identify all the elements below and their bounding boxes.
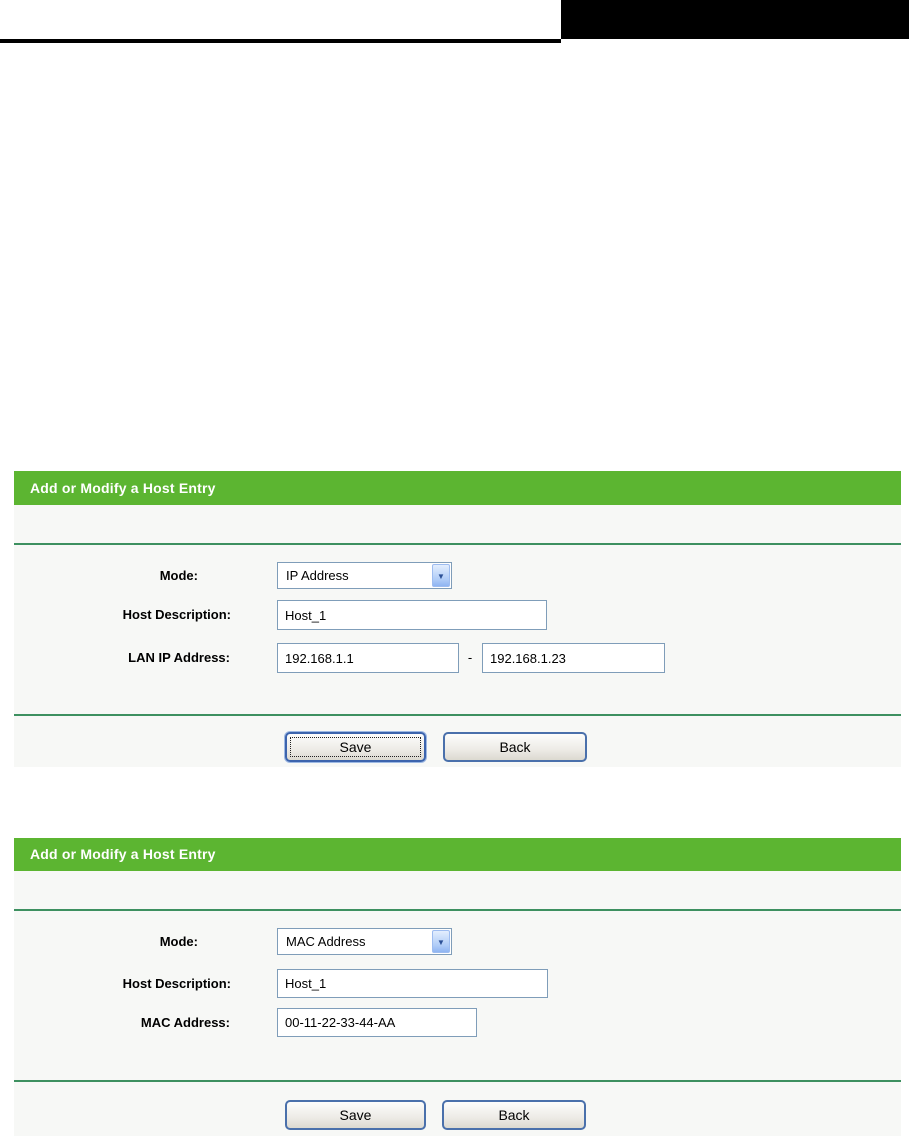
mac-address-label: MAC Address: [140, 1015, 230, 1030]
panel-body [14, 505, 901, 767]
host-description-label: Host Description: [122, 607, 231, 622]
lan-ip-end-input[interactable] [482, 643, 665, 673]
panel-body [14, 871, 901, 1136]
document-header-bar [561, 0, 909, 39]
separator-line [14, 714, 901, 716]
lan-ip-address-label: LAN IP Address: [128, 650, 230, 665]
document-header-rule [0, 39, 561, 43]
mac-address-input[interactable] [277, 1008, 477, 1037]
mode-select[interactable] [277, 928, 452, 955]
separator-line [14, 1080, 901, 1082]
mode-select-value: MAC Address [286, 934, 366, 949]
save-button[interactable]: Save [285, 1100, 426, 1130]
separator-line [14, 543, 901, 545]
host-description-input[interactable] [277, 969, 548, 998]
back-button[interactable]: Back [442, 1100, 586, 1130]
chevron-down-icon[interactable]: ▼ [432, 930, 450, 953]
mode-select[interactable] [277, 562, 452, 589]
host-entry-panel-mac [14, 838, 901, 1136]
host-description-label: Host Description: [122, 976, 231, 991]
chevron-down-icon[interactable]: ▼ [432, 564, 450, 587]
separator-line [14, 909, 901, 911]
host-entry-panel-ip [14, 471, 901, 767]
ip-range-dash: - [467, 650, 473, 665]
lan-ip-start-input[interactable] [277, 643, 459, 673]
save-button[interactable]: Save [285, 732, 426, 762]
panel-title: Add or Modify a Host Entry [14, 471, 901, 505]
mode-select-value: IP Address [286, 568, 349, 583]
mode-label: Mode: [159, 568, 198, 583]
back-button[interactable]: Back [443, 732, 587, 762]
host-description-input[interactable] [277, 600, 547, 630]
panel-title: Add or Modify a Host Entry [14, 838, 901, 871]
mode-label: Mode: [159, 934, 198, 949]
